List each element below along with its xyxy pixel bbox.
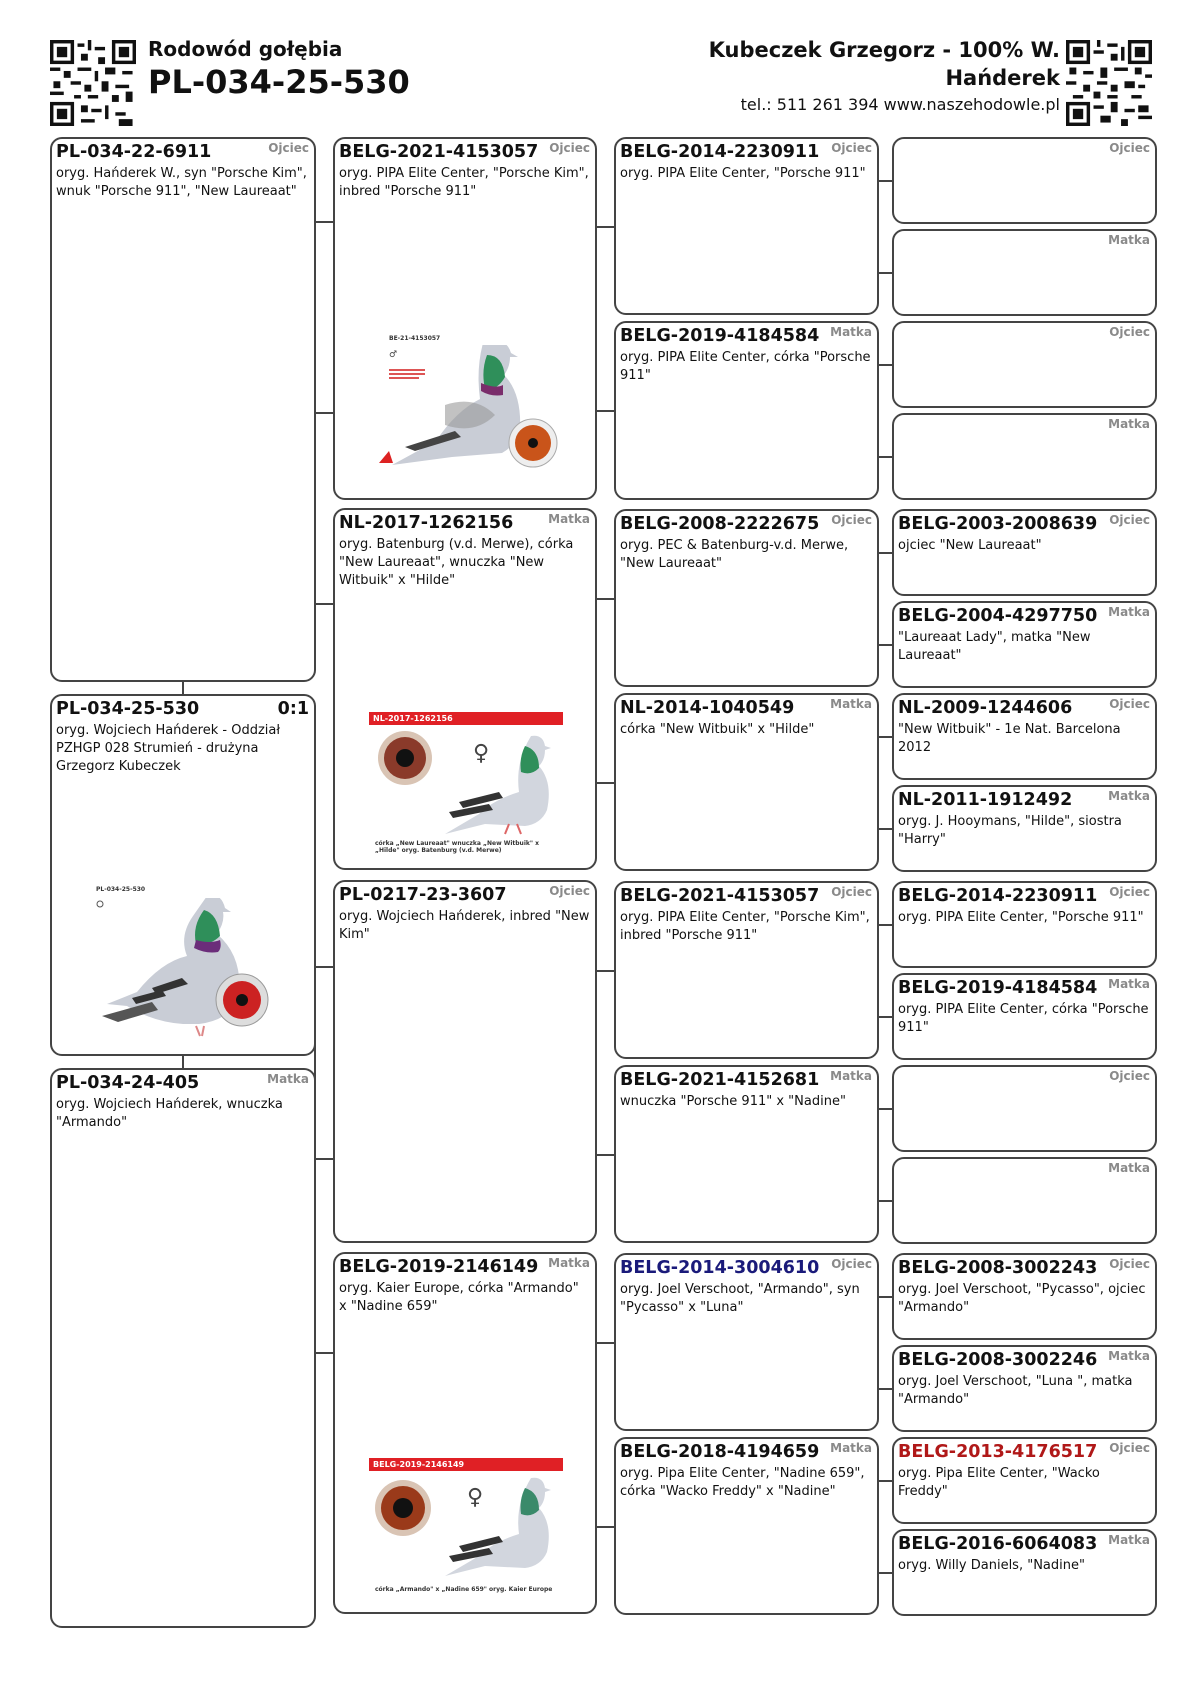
pigeon-description: córka "New Witbuik" x "Hilde" [620,722,815,737]
ring-number: BELG-2008-3002243 [898,1258,1098,1278]
header-left [148,36,410,102]
pedigree-card-great-great-grandparent[interactable] [892,137,1157,224]
sex-label: Matka [830,325,872,339]
header-right [640,36,1060,116]
pigeon-description: oryg. PIPA Elite Center, "Porsche 911" [620,166,866,181]
sex-label: Matka [548,1256,590,1270]
card-header [620,325,872,347]
pigeon-description: oryg. J. Hooymans, "Hilde", siostra "Harry" [898,814,1122,847]
sex-label: Matka [267,1072,309,1086]
card-header [898,789,1150,811]
connector-line [877,1016,893,1018]
ring-number: NL-2014-1040549 [620,698,795,718]
photo-caption: PL-034-25-530 [96,886,146,893]
pedigree-card-great-great-grandparent[interactable] [892,785,1157,872]
card-header [898,1441,1150,1463]
connector-line [314,1352,334,1354]
qr-code-left [50,40,136,126]
photo-caption: córka „Armando" x „Nadine 659" oryg. Kaier Europe [375,1586,553,1593]
ring-number: BELG-2019-4184584 [620,326,820,346]
card-header [898,697,1150,719]
connector-line [595,1154,615,1156]
pigeon-description: oryg. Batenburg (v.d. Merwe), córka "New Laureaat", wnuczka "New Witbuik" x "Hilde" [339,537,574,588]
sex-label: Ojciec [1109,1257,1150,1271]
pigeon-description: oryg. Joel Verschoot, "Pycasso", ojciec "Armando" [898,1282,1146,1315]
pigeon-description: oryg. PIPA Elite Center, "Porsche Kim", inbred "Porsche 911" [339,166,589,199]
pedigree-card-grandparent[interactable] [333,137,597,500]
pigeon-description: oryg. Pipa Elite Center, "Wacko Freddy" [898,1466,1100,1499]
sex-label: Matka [1108,789,1150,803]
sex-label: Ojciec [831,141,872,155]
pigeon-description: oryg. PEC & Batenburg-v.d. Merwe, "New Laureaat" [620,538,849,571]
pedigree-card-great-great-grandparent[interactable] [892,1065,1157,1152]
ring-number: BELG-2004-4297750 [898,606,1098,626]
pigeon-description: oryg. PIPA Elite Center, córka "Porsche 911" [898,1002,1149,1035]
connector-line [877,644,893,646]
card-header [56,1072,309,1094]
card-header [620,513,872,535]
pedigree-card-great-grandparent[interactable] [614,881,879,1059]
card-header [620,885,872,907]
card-header [56,698,309,720]
connector-line [314,966,334,968]
pigeon-description: oryg. Kaier Europe, córka "Armando" x "Nadine 659" [339,1281,579,1314]
pedigree-card-great-grandparent[interactable] [614,1065,879,1243]
connector-line [595,1342,615,1344]
pedigree-card-great-great-grandparent[interactable] [892,321,1157,408]
pigeon-description: "Laureaat Lady", matka "New Laureaat" [898,630,1091,663]
pedigree-card-great-great-grandparent[interactable] [892,509,1157,596]
sex-label: Matka [1108,1349,1150,1363]
qr-code-right [1066,40,1152,126]
sex-label: Matka [1108,605,1150,619]
connector-line [877,552,893,554]
ring-number: BELG-2014-2230911 [898,886,1098,906]
pigeon-photo [369,1474,563,1584]
ring-number: BELG-2008-3002246 [898,1350,1098,1370]
card-header [620,141,872,163]
svg-text:♀: ♀ [467,1485,484,1510]
sex-label: Ojciec [549,141,590,155]
connector-line [595,598,615,600]
ring-number: BELG-2019-2146149 [339,1257,539,1277]
card-header [898,1349,1150,1371]
connector-line [877,180,893,182]
ring-number: BELG-2008-2222675 [620,514,820,534]
connector-line [877,1480,893,1482]
pedigree-card-great-great-grandparent[interactable] [892,973,1157,1060]
connector-line [595,782,615,784]
card-header [620,1441,872,1463]
card-header [898,1533,1150,1555]
connector-line [877,1296,893,1298]
sex-label: Matka [830,1441,872,1455]
ring-number: NL-2017-1262156 [339,513,514,533]
sex-label: Matka [830,1069,872,1083]
ring-number: BELG-2014-2230911 [620,142,820,162]
card-header [898,1069,1150,1083]
connector-line [877,456,893,458]
card-header [898,141,1150,155]
card-header [339,141,590,163]
sex-label: Ojciec [549,884,590,898]
photo-caption: BE-21-4153057 [389,335,441,342]
connector-line [595,1526,615,1528]
connector-line [877,272,893,274]
ring-number: BELG-2013-4176517 [898,1442,1098,1462]
card-header [898,325,1150,339]
pedigree-card-great-great-grandparent[interactable] [892,1157,1157,1244]
photo-caption: córka „New Laureaat" wnuczka „New Witbuik" x „Hilde" oryg. Batenburg (v.d. Merwe) [375,840,539,854]
sex-label: Matka [548,512,590,526]
card-header [898,885,1150,907]
pigeon-description: "New Witbuik" - 1e Nat. Barcelona 2012 [898,722,1121,755]
photo-banner: BELG-2019-2146149 [369,1458,563,1471]
pigeon-description: oryg. PIPA Elite Center, "Porsche 911" [898,910,1144,925]
document-title: Rodowód gołębia [148,37,343,61]
ring-number: PL-034-22-6911 [56,142,212,162]
ring-number: NL-2011-1912492 [898,790,1073,810]
owner-contact: tel.: 511 261 394 www.naszehodowle.pl [740,95,1060,114]
card-header [56,141,309,163]
pedigree-card-great-great-grandparent[interactable] [892,601,1157,688]
pigeon-photo [369,728,563,838]
card-header [339,1256,590,1278]
sex-label: Ojciec [1109,697,1150,711]
pigeon-description: oryg. Wojciech Hańderek, inbred "New Kim" [339,909,590,942]
score-value: 0:1 [277,699,309,719]
connector-line [877,1108,893,1110]
connector-line [182,1055,184,1069]
ring-number: BELG-2021-4153057 [339,142,539,162]
ring-number: BELG-2021-4152681 [620,1070,820,1090]
pigeon-description: oryg. Joel Verschoot, "Luna ", matka "Armando" [898,1374,1133,1407]
pigeon-description: oryg. PIPA Elite Center, "Porsche Kim", inbred "Porsche 911" [620,910,870,943]
pigeon-description: wnuczka "Porsche 911" x "Nadine" [620,1094,846,1109]
photo-banner: NL-2017-1262156 [369,712,563,725]
sex-label: Matka [1108,1533,1150,1547]
pedigree-card-great-grandparent[interactable] [614,321,879,500]
sex-label: Ojciec [268,141,309,155]
connector-line [595,226,615,228]
pigeon-description: ojciec "New Laureaat" [898,538,1042,553]
sex-label: Ojciec [1109,1069,1150,1083]
card-header [898,513,1150,535]
pigeon-photo [92,898,272,1038]
connector-line [877,364,893,366]
pigeon-photo [375,345,565,475]
pedigree-card-great-grandparent[interactable] [614,509,879,687]
pedigree-card-great-great-grandparent[interactable] [892,1437,1157,1524]
connector-line [182,681,184,695]
svg-text:♂: ♂ [389,350,398,360]
connector-line [877,736,893,738]
sex-label: Ojciec [831,1257,872,1271]
card-header [898,605,1150,627]
pedigree-card-great-great-grandparent[interactable] [892,413,1157,500]
card-header [898,1161,1150,1175]
card-header [898,233,1150,247]
pedigree-card-great-grandparent[interactable] [614,1253,879,1431]
card-header [620,1257,872,1279]
pedigree-card-great-grandparent[interactable] [614,693,879,871]
pigeon-description: oryg. Joel Verschoot, "Armando", syn "Pycasso" x "Luna" [620,1282,860,1315]
connector-line [314,1158,334,1160]
sex-label: Matka [1108,1161,1150,1175]
svg-text:♀: ♀ [473,741,490,766]
pigeon-description: oryg. Hańderek W., syn "Porsche Kim", wnuk "Porsche 911", "New Laureaat" [56,166,307,199]
pedigree-card-grandparent[interactable] [333,880,597,1243]
connector-line [314,603,334,605]
card-header [898,977,1150,999]
pedigree-card-great-great-grandparent[interactable] [892,229,1157,316]
ring-number: PL-034-24-405 [56,1073,200,1093]
pedigree-card-father[interactable] [50,137,316,682]
pedigree-card-great-great-grandparent[interactable] [892,1345,1157,1432]
pedigree-card-great-great-grandparent[interactable] [892,693,1157,780]
pedigree-card-subject[interactable] [50,694,316,1056]
pedigree-card-great-grandparent[interactable] [614,1437,879,1615]
ring-number: PL-0217-23-3607 [339,885,507,905]
card-header [620,697,872,719]
card-header [339,884,590,906]
sex-label: Ojciec [1109,141,1150,155]
ring-number: BELG-2014-3004610 [620,1258,820,1278]
ring-number: BELG-2003-2008639 [898,514,1098,534]
sex-label: Matka [1108,977,1150,991]
sex-label: Matka [1108,417,1150,431]
ring-number: BELG-2019-4184584 [898,978,1098,998]
sex-label: Ojciec [831,513,872,527]
connector-line [595,970,615,972]
pedigree-card-great-great-grandparent[interactable] [892,1529,1157,1616]
connector-line [314,221,334,223]
sex-label: Ojciec [1109,885,1150,899]
connector-line [877,1388,893,1390]
sex-label: Ojciec [1109,513,1150,527]
pedigree-card-mother[interactable] [50,1068,316,1628]
pigeon-description: oryg. Wojciech Hańderek - Oddział PZHGP 028 Strumień - drużyna Grzegorz Kubeczek [56,723,281,774]
pedigree-card-great-great-grandparent[interactable] [892,881,1157,968]
document-ring-number: PL-034-25-530 [148,63,410,101]
sex-label: Matka [830,697,872,711]
connector-line [877,924,893,926]
sex-label: Ojciec [831,885,872,899]
pigeon-description: oryg. Pipa Elite Center, "Nadine 659", córka "Wacko Freddy" x "Nadine" [620,1466,865,1499]
connector-line [877,1200,893,1202]
sex-label: Ojciec [1109,1441,1150,1455]
ring-number: NL-2009-1244606 [898,698,1073,718]
pigeon-description: oryg. Willy Daniels, "Nadine" [898,1558,1085,1573]
connector-line [877,828,893,830]
pigeon-description: oryg. Wojciech Hańderek, wnuczka "Armando" [56,1097,283,1130]
pedigree-card-grandparent[interactable] [333,1252,597,1614]
connector-line [595,410,615,412]
ring-number: BELG-2021-4153057 [620,886,820,906]
ring-number: BELG-2018-4194659 [620,1442,820,1462]
card-header [898,417,1150,431]
connector-line [314,412,334,414]
owner-name: Kubeczek Grzegorz - 100% W. Hańderek [708,38,1060,90]
card-header [339,512,590,534]
sex-label: Matka [1108,233,1150,247]
connector-line [877,1572,893,1574]
pedigree-card-grandparent[interactable] [333,508,597,870]
card-header [620,1069,872,1091]
pedigree-card-great-great-grandparent[interactable] [892,1253,1157,1340]
ring-number: PL-034-25-530 [56,699,200,719]
ring-number: BELG-2016-6064083 [898,1534,1098,1554]
card-header [898,1257,1150,1279]
sex-label: Ojciec [1109,325,1150,339]
pigeon-description: oryg. PIPA Elite Center, córka "Porsche 911" [620,350,871,383]
pedigree-card-great-grandparent[interactable] [614,137,879,315]
